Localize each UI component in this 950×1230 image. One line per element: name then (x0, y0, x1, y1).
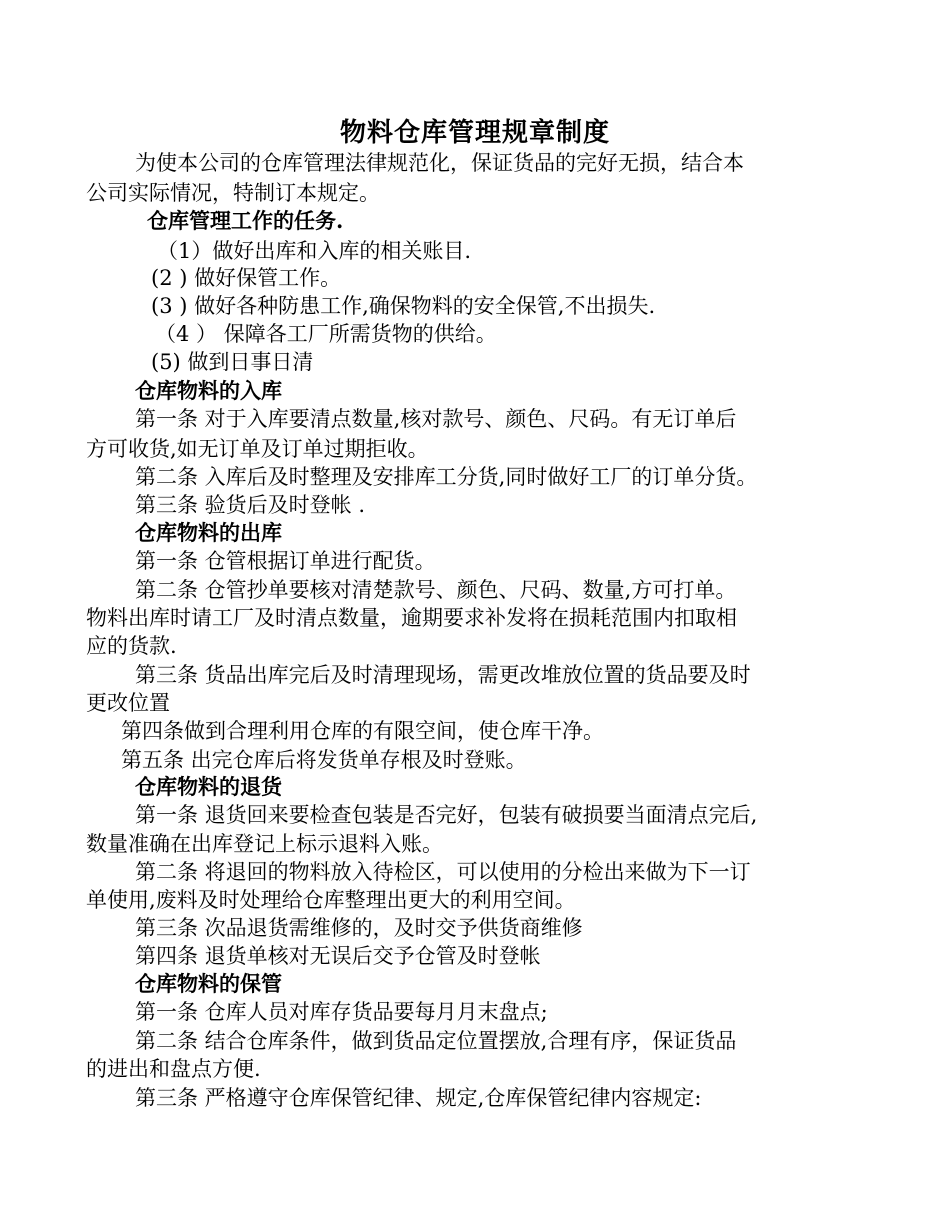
outbound-line-1: 第一条 仓管根据订单进行配货。 (135, 549, 436, 573)
outbound-line-6: 更改位置 (86, 691, 170, 715)
section-heading-outbound: 仓库物料的出库 (135, 520, 282, 545)
intro-line-2: 公司实际情况，特制订本规定。 (86, 181, 380, 205)
inbound-line-2: 方可收货,如无订单及订单过期拒收。 (86, 437, 429, 461)
task-item-2: (2 ) 做好保管工作。 (151, 266, 342, 290)
outbound-line-2: 第二条 仓管抄单要核对清楚款号、颜色、尺码、数量,方可打单。 (135, 578, 737, 602)
task-item-1: （1）做好出库和入库的相关账目. (157, 239, 472, 263)
outbound-line-3: 物料出库时请工厂及时清点数量，逾期要求补发将在损耗范围内扣取相 (86, 606, 737, 630)
returns-line-4: 单使用,废料及时处理给仓库整理出更大的利用空间。 (86, 888, 576, 912)
task-item-4: （4 ） 保障各工厂所需货物的供给。 (155, 322, 497, 346)
returns-line-6: 第四条 退货单核对无误后交予仓管及时登帐 (135, 944, 541, 968)
returns-line-3: 第二条 将退回的物料放入待检区，可以使用的分检出来做为下一订 (135, 860, 751, 884)
returns-line-1: 第一条 退货回来要检查包装是否完好，包装有破损要当面清点完后, (135, 803, 758, 827)
section-heading-inbound: 仓库物料的入库 (135, 378, 282, 403)
outbound-line-5: 第三条 货品出库完后及时清理现场，需更改堆放位置的货品要及时 (135, 663, 751, 687)
task-item-5: (5) 做到日事日清 (151, 350, 314, 374)
storage-line-1: 第一条 仓库人员对库存货品要每月月末盘点; (135, 1000, 548, 1024)
outbound-line-7: 第四条做到合理利用仓库的有限空间，使仓库干净。 (121, 719, 604, 743)
section-heading-tasks: 仓库管理工作的任务. (147, 208, 344, 233)
storage-line-4: 第三条 严格遵守仓库保管纪律、规定,仓库保管纪律内容规定: (135, 1086, 702, 1110)
section-heading-storage: 仓库物料的保管 (135, 971, 282, 996)
inbound-line-4: 第三条 验货后及时登帐 . (135, 493, 366, 517)
intro-line-1: 为使本公司的仓库管理法律规范化，保证货品的完好无损，结合本 (135, 151, 744, 175)
outbound-line-4: 应的货款. (86, 634, 177, 658)
storage-line-3: 的进出和盘点方便. (86, 1057, 261, 1081)
inbound-line-3: 第二条 入库后及时整理及安排库工分货,同时做好工厂的订单分货。 (135, 465, 758, 489)
inbound-line-1: 第一条 对于入库要清点数量,核对款号、颜色、尺码。有无订单后 (135, 407, 737, 431)
section-heading-returns: 仓库物料的退货 (135, 774, 282, 799)
document-title: 物料仓库管理规章制度 (339, 118, 610, 148)
outbound-line-8: 第五条 出完仓库后将发货单存根及时登账。 (121, 748, 527, 772)
returns-line-5: 第三条 次品退货需维修的，及时交予供货商维修 (135, 916, 583, 940)
storage-line-2: 第二条 结合仓库条件，做到货品定位置摆放,合理有序，保证货品 (135, 1029, 737, 1053)
task-item-3: (3 ) 做好各种防患工作,确保物料的安全保管,不出损失. (151, 294, 656, 318)
returns-line-2: 数量准确在出库登记上标示退料入账。 (86, 832, 443, 856)
